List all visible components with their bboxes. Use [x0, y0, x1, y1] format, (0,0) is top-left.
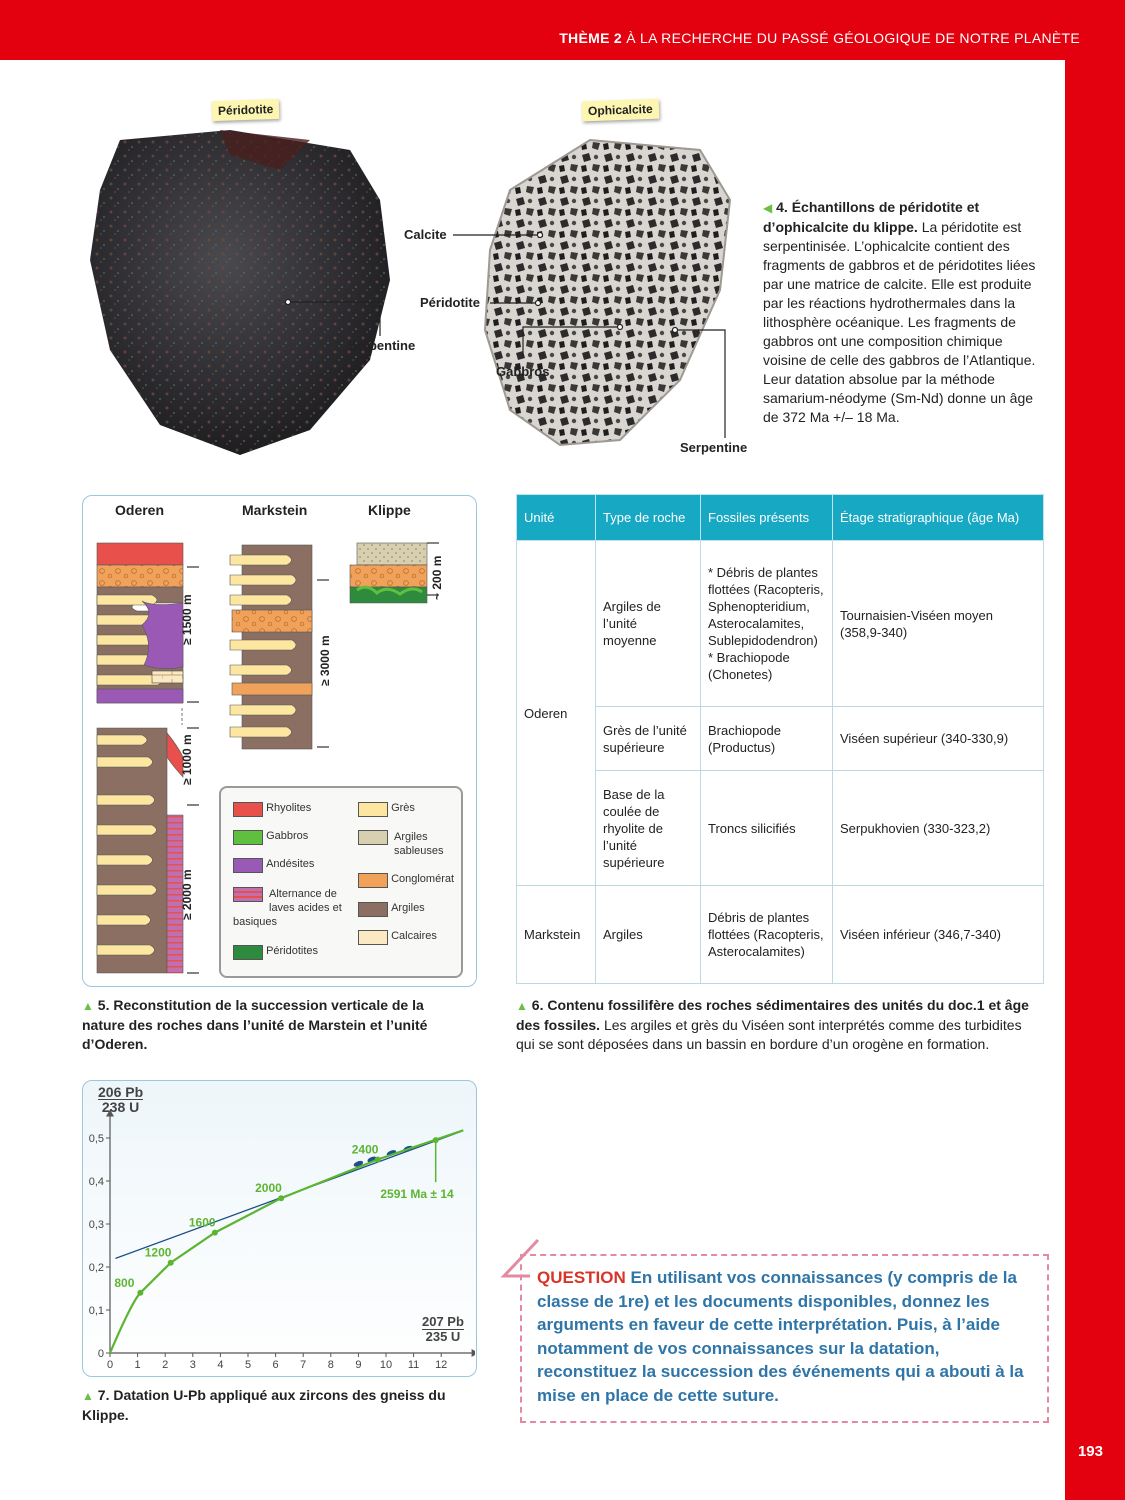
tag-ophicalcite: Ophicalcite — [582, 99, 659, 122]
argiles-sableuses-swatch — [358, 830, 388, 845]
rock-cell: Argiles de l’unité moyenne — [596, 541, 701, 707]
andesites-swatch — [233, 858, 263, 873]
table-header: Type de roche — [596, 495, 701, 541]
callout-gabbros: Gabbros — [496, 364, 550, 379]
concordia-point — [375, 1157, 381, 1163]
caption-arrow-icon: ▲ — [516, 999, 528, 1013]
table-row — [517, 771, 1044, 886]
question-title: QUESTION — [537, 1268, 626, 1287]
x-tick-label: 5 — [244, 1359, 252, 1371]
right-margin-bar — [1065, 60, 1125, 1500]
concordia-point — [168, 1260, 174, 1266]
scale-2000: ≥ 2000 m — [180, 869, 194, 920]
table-header: Étage stratigraphique (âge Ma) — [833, 495, 1044, 541]
conglomerat-swatch — [358, 873, 388, 888]
gabbros-swatch — [233, 830, 263, 845]
unit-cell: Oderen — [517, 541, 596, 886]
x-tick-label: 8 — [327, 1359, 334, 1371]
caption-arrow-icon: ▲ — [82, 1389, 94, 1403]
stage-cell: Tournaisien-Viséen moyen (358,9-340) — [833, 541, 1044, 707]
callout-serpentine-right: Serpentine — [680, 440, 748, 455]
x-tick-label: 9 — [355, 1359, 362, 1371]
callout-peridotite: Péridotite — [420, 295, 480, 310]
concordia-age-label: 2400 — [351, 1142, 379, 1157]
x-tick-label: 0 — [106, 1359, 114, 1371]
x-tick-label: 3 — [189, 1359, 196, 1371]
x-tick-label: 12 — [435, 1359, 448, 1371]
caption-arrow-icon: ▲ — [82, 999, 94, 1013]
legend-argiles: Argiles — [358, 902, 425, 920]
rock-cell: Base de la coulée de rhyolite de l’unité supérieure — [596, 771, 701, 886]
x-label-den: 235 U — [425, 1329, 461, 1344]
y-axis-label — [98, 1085, 143, 1114]
x-label-num: 207 Pb — [422, 1314, 464, 1329]
callout-calcite: Calcite — [404, 227, 447, 242]
legend-gres: Grès — [358, 802, 415, 820]
y-tick-label: 0,4 — [88, 1176, 104, 1188]
caption-arrow-icon: ◀ — [763, 201, 773, 215]
scale-1000: ≥ 1000 m — [180, 734, 194, 785]
intercept-label: 2591 Ma ± 14 — [380, 1187, 454, 1202]
doc4-caption: ◀ 4. Échantillons de péridotite et d’ophicalcite du klippe. La péridotite est serpentinisée. L’ophicalcite contient des fragments de gabbros et de péridotites liées par une matrice de calcite. Elle est produite par les réactions hydrothermales dans la lithosphère océanique. Les fragments de gabbros ont une composition chimique voisine de celle des gabbros de l’Atlantique. Leur datation absolue par la méthode samarium-néodyme (Sm-Nd) donne un âge de 372 Ma +/– 18 Ma. — [763, 199, 1036, 425]
table-header-row — [517, 495, 1044, 541]
stage-cell: Viséen inférieur (346,7-340) — [833, 886, 1044, 984]
x-tick-label: 1 — [134, 1359, 141, 1371]
doc6-caption: ▲ 6. Contenu fossilifère des roches sédimentaires des unités du doc.1 et âge des fossiles. Les argiles et grès du Viséen sont interprétés comme des turbidites qui se sont déposées dans un bassin en bordure d’un orogène en formation. — [516, 997, 1029, 1052]
theme-header: THÈME 2 À LA RECHERCHE DU PASSÉ GÉOLOGIQUE DE NOTRE PLANÈTE — [559, 30, 1080, 46]
legend-rhyolites: Rhyolites — [233, 802, 311, 820]
doc7-caption: ▲ 7. Datation U-Pb appliqué aux zircons des gneiss du Klippe. — [82, 1387, 446, 1423]
scale-1500: ≥ 1500 m — [180, 594, 194, 645]
scale-200: ~ 200 m — [430, 555, 444, 600]
y-label-num: 206 Pb — [98, 1084, 144, 1100]
x-tick-label: 11 — [407, 1359, 420, 1371]
concordia-point — [212, 1230, 218, 1236]
fossils-cell: Brachiopode (Productus) — [701, 707, 833, 771]
x-tick-label: 4 — [217, 1359, 224, 1371]
doc5-caption: ▲ 5. Reconstitution de la succession verticale de la nature des roches dans l’unité de Marstein et l’unité d’Oderen. — [82, 997, 428, 1052]
legend-andesites: Andésites — [233, 858, 314, 876]
stage-cell: Serpukhovien (330-323,2) — [833, 771, 1044, 886]
col-title-klippe: Klippe — [368, 502, 411, 518]
table-header: Unité — [517, 495, 596, 541]
legend-peridotites: Péridotites — [233, 945, 318, 963]
col-title-oderen: Oderen — [115, 502, 165, 518]
x-tick-label: 2 — [162, 1359, 169, 1371]
legend-argiles-sableuses: Argiles sableuses — [358, 830, 448, 858]
legend-gabbros: Gabbros — [233, 830, 308, 848]
legend-calcaires: Calcaires — [358, 930, 437, 948]
concordia-point — [137, 1290, 143, 1296]
intercept-point — [433, 1137, 439, 1143]
y-tick-label: 0,2 — [88, 1262, 104, 1274]
fossils-cell: Débris de plantes flottées (Racopteris, Asterocalamites) — [701, 886, 833, 984]
concordia-point — [278, 1195, 284, 1201]
scale-3000: ≥ 3000 m — [318, 635, 332, 686]
table-row — [517, 886, 1044, 984]
page-number: 193 — [1077, 1443, 1103, 1460]
rock-cell: Argiles — [596, 886, 701, 984]
x-tick-label: 10 — [379, 1359, 393, 1371]
callout-serpentine-left: Serpentine — [348, 338, 416, 353]
tag-peridotite: Péridotite — [212, 99, 280, 121]
legend-conglomerat: Conglomérat — [358, 873, 454, 891]
y-tick-label: 0,3 — [88, 1219, 104, 1231]
concordia-age-label: 2000 — [255, 1181, 282, 1196]
y-tick-label: 0,1 — [88, 1305, 104, 1317]
col-title-markstein: Markstein — [242, 502, 308, 518]
question-content — [537, 1266, 1032, 1407]
y-label-den: 238 U — [101, 1099, 140, 1115]
concordia-chart — [82, 1080, 475, 1375]
fossils-cell: Troncs silicifiés — [701, 771, 833, 886]
question-corner-icon — [500, 1236, 540, 1296]
y-tick-label: 0,5 — [88, 1133, 104, 1145]
x-axis-label — [422, 1315, 464, 1344]
unit-cell: Markstein — [517, 886, 596, 984]
stage-cell: Viséen supérieur (340-330,9) — [833, 707, 1044, 771]
y-tick-label: 0 — [97, 1348, 104, 1360]
concordia-age-label: 1200 — [144, 1245, 172, 1260]
table-row — [517, 707, 1044, 771]
callout-lines — [0, 0, 760, 460]
fossils-cell: * Débris de plantes flottées (Racopteris, Sphenopteridium, Asterocalamites, Sublepidodendron) * Brachiopode (Chonetes) — [701, 541, 833, 707]
question-text: En utilisant vos connaissances (y compris de la classe de 1re) et les documents disponibles, donnez les arguments en faveur de cette interprétation. Puis, à l’aide notamment de vos connaissances sur la datation, reconstituez la succession des événements qui a abouti à la mise en place de cette suture. — [537, 1268, 1024, 1405]
alternance-swatch — [233, 887, 263, 902]
x-tick-label: 7 — [300, 1359, 307, 1371]
rhyolites-swatch — [233, 802, 263, 817]
fossil-table — [516, 494, 1044, 984]
legend-alternance: Alternance de laves acides et basiques — [233, 888, 342, 928]
peridotites-swatch — [233, 945, 263, 960]
table-header: Fossiles présents — [701, 495, 833, 541]
argiles-swatch — [358, 902, 388, 917]
gres-swatch — [358, 802, 388, 817]
rock-cell: Grès de l’unité supérieure — [596, 707, 701, 771]
concordia-age-label: 1600 — [188, 1215, 216, 1230]
x-tick-label: 6 — [272, 1359, 279, 1371]
calcaires-swatch — [358, 930, 388, 945]
concordia-age-label: 800 — [114, 1275, 135, 1290]
table-row — [517, 541, 1044, 707]
x-axis-arrow-icon — [472, 1349, 475, 1357]
